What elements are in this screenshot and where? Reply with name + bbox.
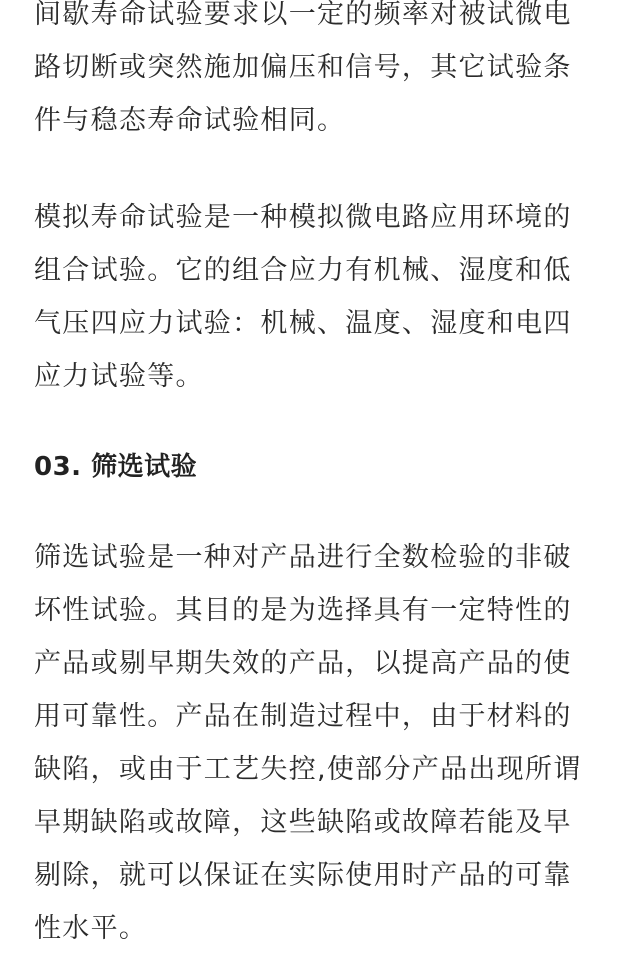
text-line: 间歇寿命试验要求以一定的频率对被试微电 — [34, 0, 572, 30]
text-line: 筛选试验是一种对产品进行全数检验的非破 — [34, 542, 572, 573]
text-line: 件与稳态寿命试验相同。 — [34, 105, 346, 136]
text-line: 气压四应力试验：机械、温度、湿度和电四 — [34, 308, 572, 339]
text-line: 早期缺陷或故障，这些缺陷或故障若能及早 — [34, 807, 572, 838]
article-body — [34, 0, 614, 955]
text-line: 组合试验。它的组合应力有机械、湿度和低 — [34, 255, 572, 286]
text-line: 缺陷，或由于工艺失控,使部分产品出现所谓 — [34, 754, 582, 785]
text-line: 坏性试验。其目的是为选择具有一定特性的 — [34, 595, 572, 626]
text-line: 模拟寿命试验是一种模拟微电路应用环境的 — [34, 202, 572, 233]
text-line: 应力试验等。 — [34, 361, 204, 392]
paragraph-simulated-life-test — [34, 191, 614, 403]
text-line: 路切断或突然施加偏压和信号，其它试验条 — [34, 52, 572, 83]
section-heading: 03. 筛选试验 — [34, 452, 198, 482]
paragraph-intermittent-life-test — [34, 0, 614, 147]
text-line: 产品或剔早期失效的产品，以提高产品的使 — [34, 648, 572, 679]
text-line: 性水平。 — [34, 913, 148, 944]
text-line: 剔除，就可以保证在实际使用时产品的可靠 — [34, 860, 572, 891]
text-line: 用可靠性。产品在制造过程中，由于材料的 — [34, 701, 572, 732]
paragraph-screening-test — [34, 531, 614, 955]
